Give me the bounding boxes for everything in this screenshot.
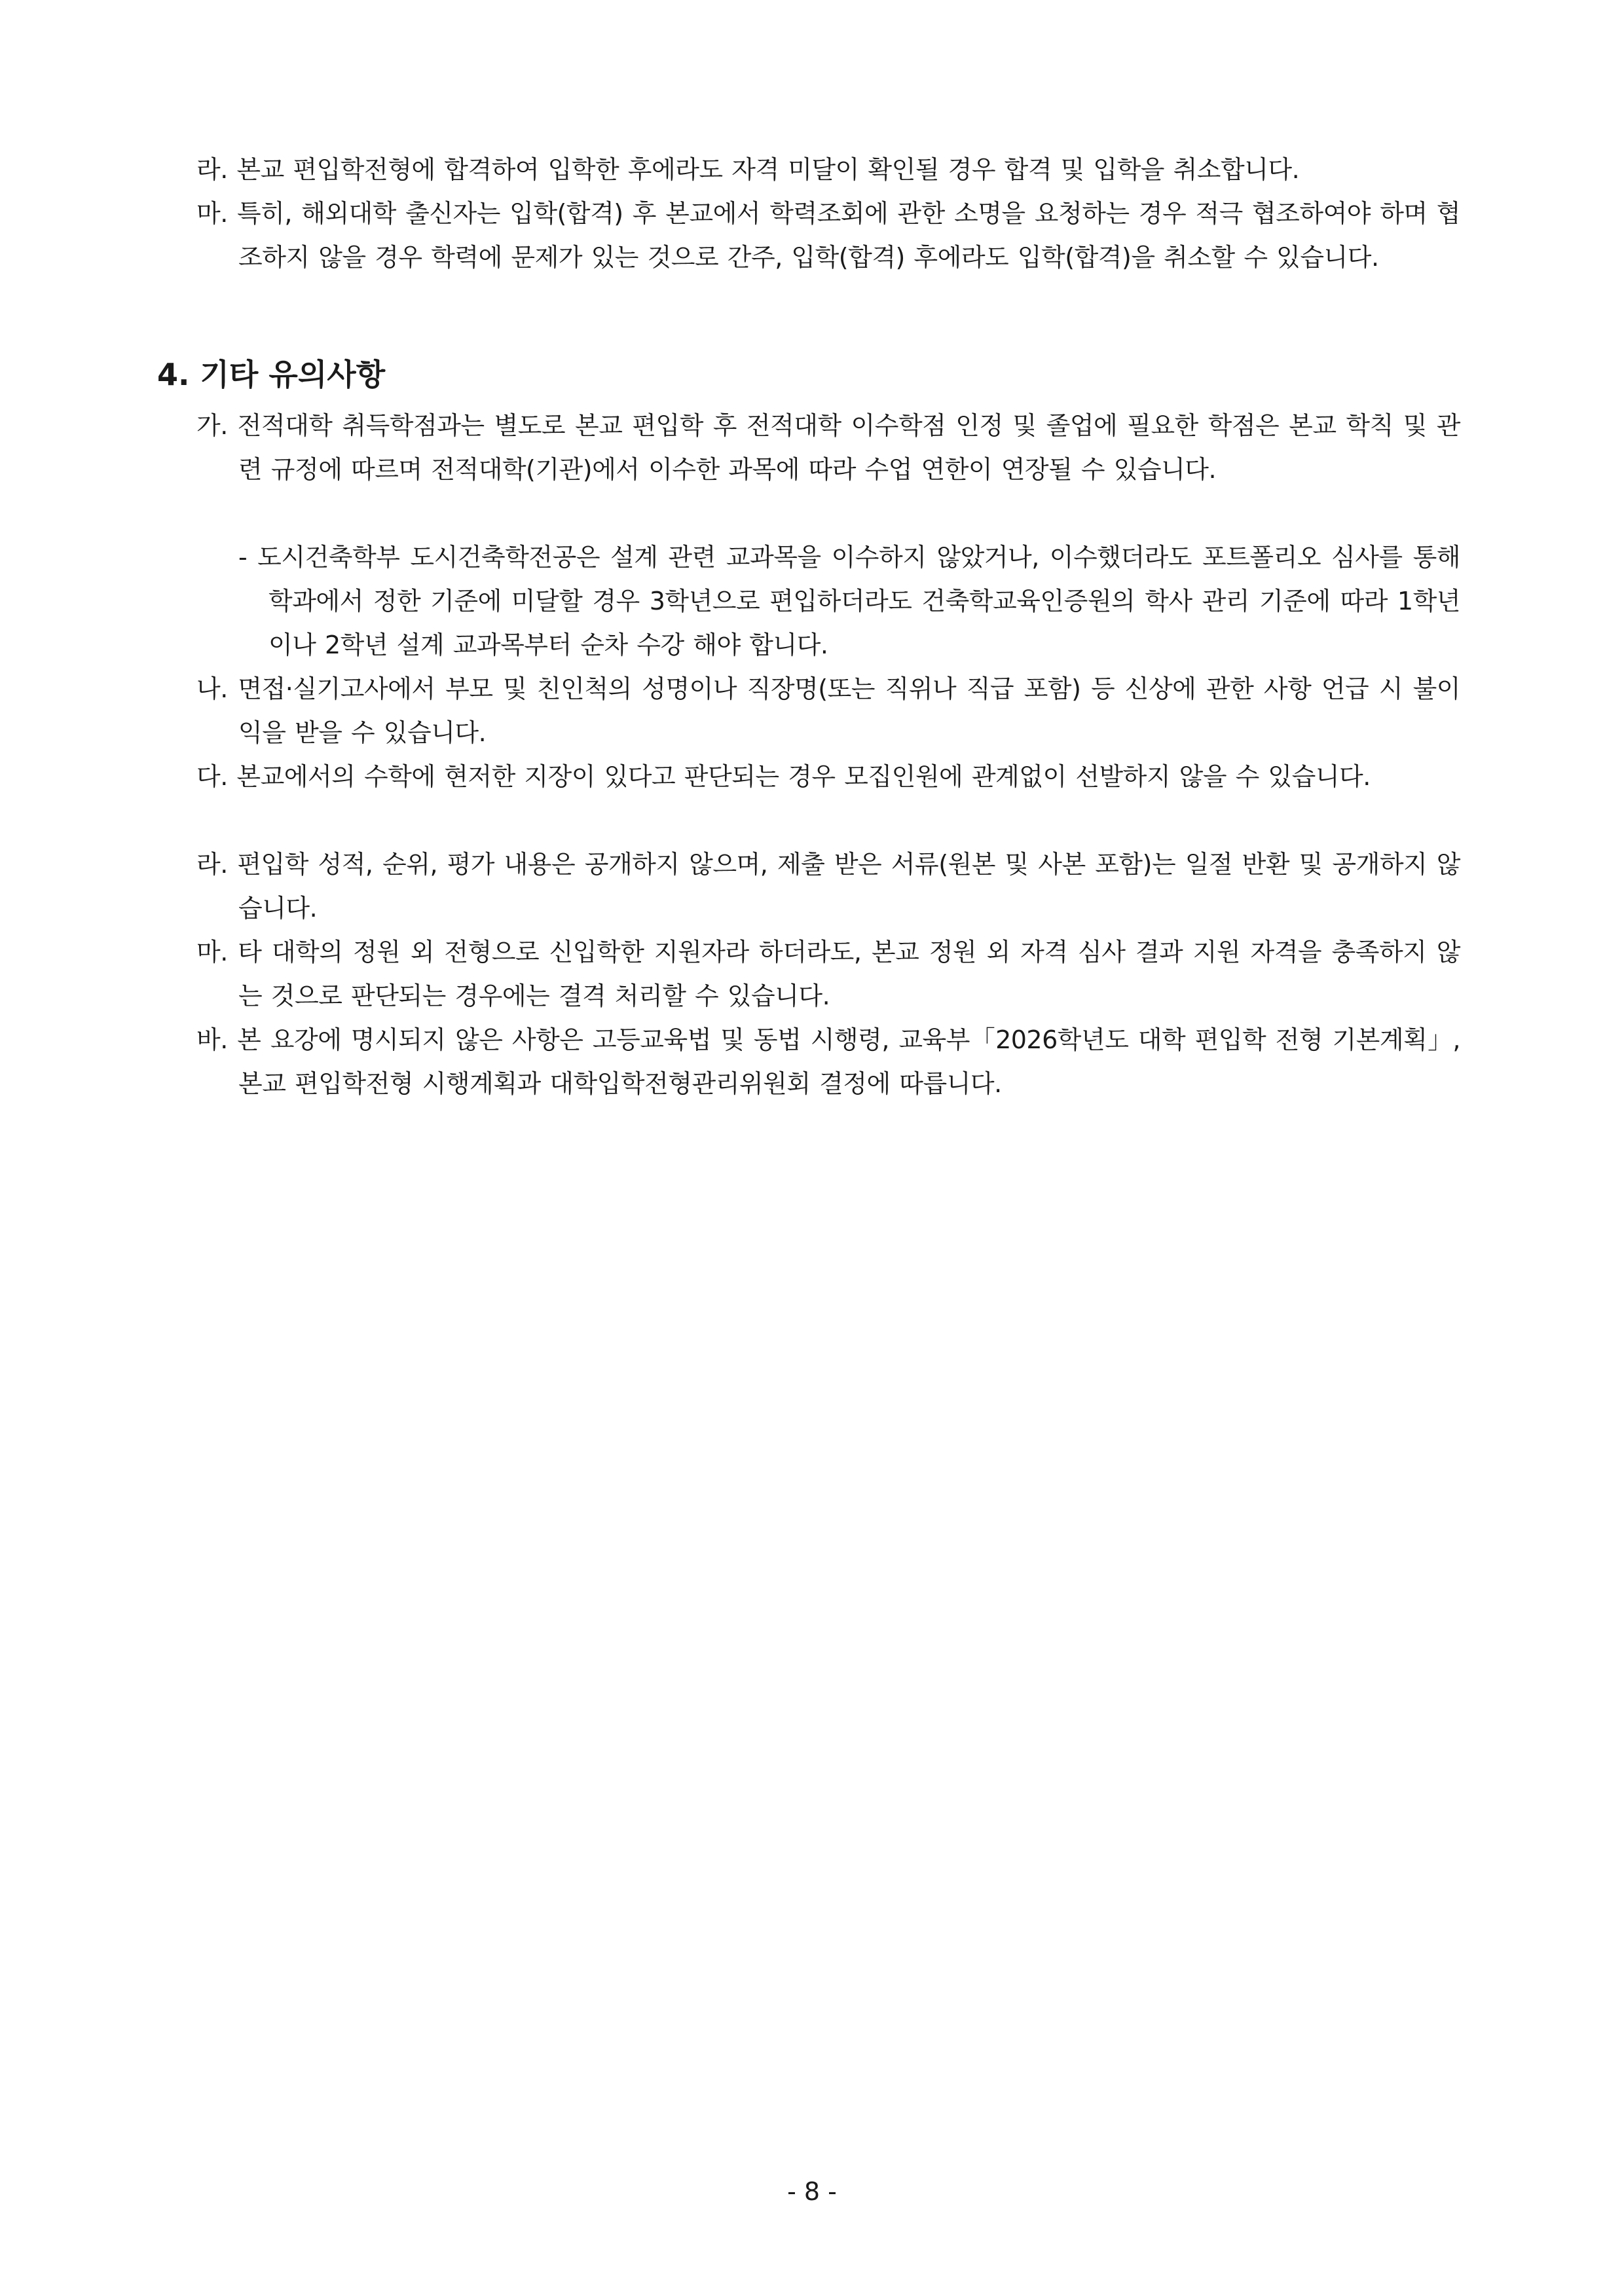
page-number: - 8 -	[787, 2177, 837, 2206]
section-heading: 4. 기타 유의사항	[157, 357, 386, 392]
notice-item-ra-cancel: 라. 본교 편입학전형에 합격하여 입학한 후에라도 자격 미달이 확인될 경우 합격 및 입학을 취소합니다.	[196, 155, 1300, 184]
notice-item-na-interview: 나. 면접·실기고사에서 부모 및 친인척의 성명이나 직장명(또는 직위나 직급 포함) 등 신상에 관한 사항 언급 시 불이익을 받을 수 있습니다.	[196, 674, 1460, 747]
notice-item-ma-overseas: 마. 특히, 해외대학 출신자는 입학(합격) 후 본교에서 학력조회에 관한 소명을 요청하는 경우 적극 협조하여야 하며 협조하지 않을 경우 학력에 문제가 있는 것으로 간주, 입학(합격) 후에라도 입학(합격)을 취소할 수 있습니다.	[196, 199, 1460, 272]
notice-item-ba-other: 바. 본 요강에 명시되지 않은 사항은 고등교육법 및 동법 시행령, 교육부「2026학년도 대학 편입학 전형 기본계획」, 본교 편입학전형 시행계획과 대학입학전형관리위원회 결정에 따릅니다.	[196, 1025, 1460, 1098]
notice-subitem-architecture: - 도시건축학부 도시건축학전공은 설계 관련 교과목을 이수하지 않았거나, 이수했더라도 포트폴리오 심사를 통해 학과에서 정한 기준에 미달할 경우 3학년으로 편입하더라도 건축학교육인증원의 학사 관리 기준에 따라 1학년이나 2학년 설계 교과목부터 순차 수강 해야 합니다.	[238, 543, 1460, 659]
notice-item-da-selection: 다. 본교에서의 수학에 현저한 지장이 있다고 판단되는 경우 모집인원에 관계없이 선발하지 않을 수 있습니다.	[196, 762, 1371, 791]
notice-item-ga-credits: 가. 전적대학 취득학점과는 별도로 본교 편입학 후 전적대학 이수학점 인정 및 졸업에 필요한 학점은 본교 학칙 및 관련 규정에 따르며 전적대학(기관)에서 이수한 과목에 따라 수업 연한이 연장될 수 있습니다.	[196, 411, 1460, 484]
notice-item-ma-eligibility: 마. 타 대학의 정원 외 전형으로 신입학한 지원자라 하더라도, 본교 정원 외 자격 심사 결과 지원 자격을 충족하지 않는 것으로 판단되는 경우에는 결격 처리할 수 있습니다.	[196, 938, 1460, 1010]
notice-item-ra-disclosure: 라. 편입학 성적, 순위, 평가 내용은 공개하지 않으며, 제출 받은 서류(원본 및 사본 포함)는 일절 반환 및 공개하지 않습니다.	[196, 850, 1460, 923]
